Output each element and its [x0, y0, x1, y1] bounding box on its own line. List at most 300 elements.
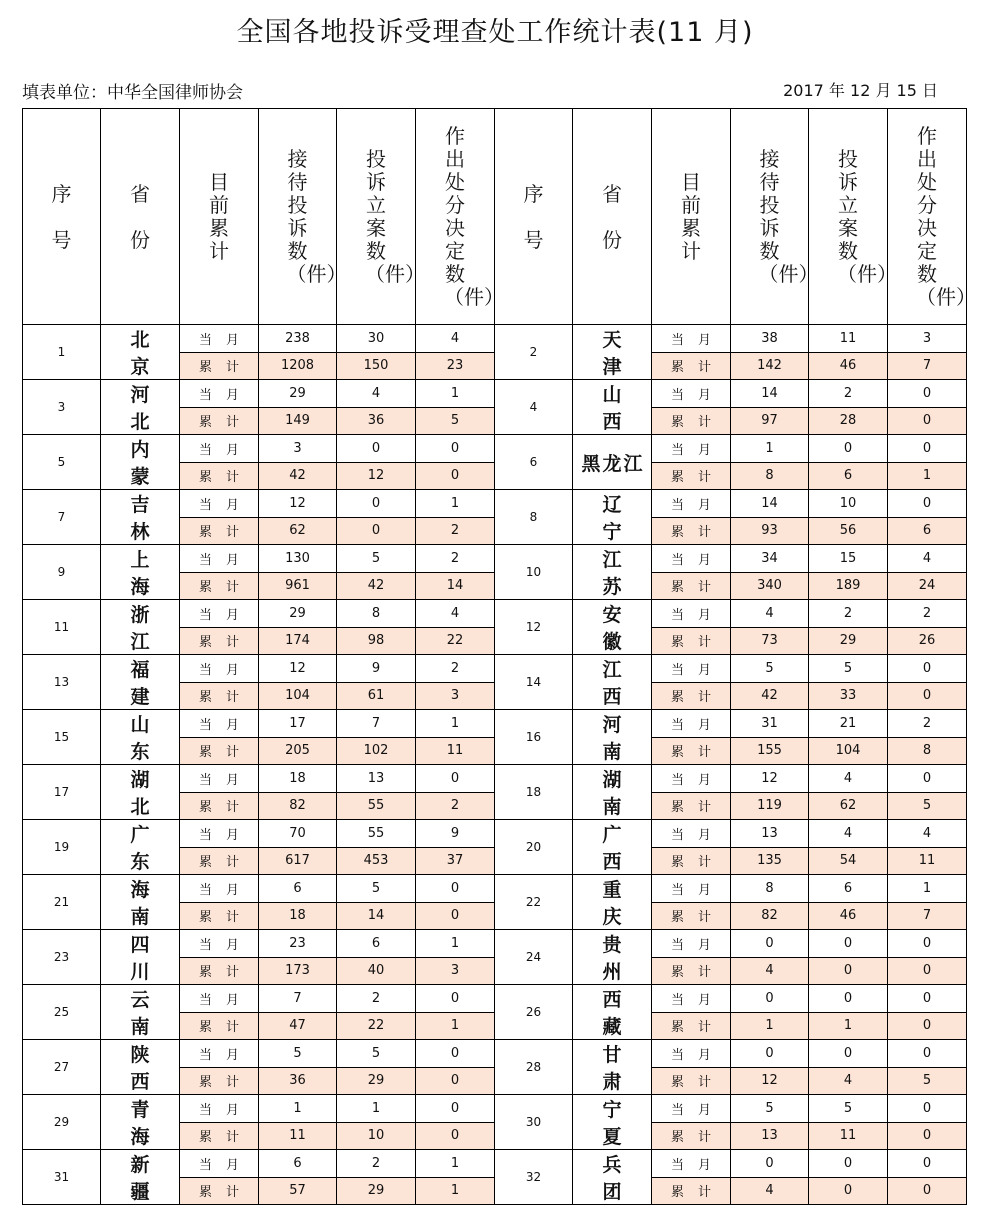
received-count: 3	[259, 435, 337, 463]
row-number: 14	[495, 655, 573, 710]
table-row	[23, 435, 967, 463]
row-number: 20	[495, 820, 573, 875]
decided-count: 0	[888, 1040, 967, 1068]
month-label: 当月	[180, 435, 259, 463]
decided-count: 2	[888, 600, 967, 628]
row-number: 30	[495, 1095, 573, 1150]
received-count: 5	[731, 655, 809, 683]
received-count: 42	[259, 462, 337, 490]
received-count: 12	[259, 655, 337, 683]
table-row	[23, 490, 967, 518]
row-number: 27	[23, 1040, 101, 1095]
received-count: 18	[259, 902, 337, 930]
decided-count: 0	[888, 380, 967, 408]
filed-count: 36	[337, 407, 416, 435]
filed-count: 13	[337, 765, 416, 793]
total-label: 累计	[180, 407, 259, 435]
filed-count: 0	[809, 985, 888, 1013]
total-label: 累计	[180, 627, 259, 655]
table-row	[23, 1040, 967, 1068]
decided-count: 0	[888, 1150, 967, 1178]
province-name: 江苏	[573, 545, 652, 600]
decided-count: 7	[888, 352, 967, 380]
table-row	[23, 930, 967, 958]
decided-count: 0	[416, 435, 495, 463]
total-label: 累计	[180, 1012, 259, 1040]
decided-count: 8	[888, 737, 967, 765]
received-count: 29	[259, 600, 337, 628]
decided-count: 11	[416, 737, 495, 765]
header-seq: 序号	[495, 109, 573, 325]
decided-count: 2	[416, 517, 495, 545]
decided-count: 4	[888, 820, 967, 848]
header-province: 省份	[573, 109, 652, 325]
filed-count: 5	[809, 1095, 888, 1123]
month-label: 当月	[652, 930, 731, 958]
received-count: 0	[731, 1040, 809, 1068]
decided-count: 5	[888, 1067, 967, 1095]
filler-unit: 填表单位：中华全国律师协会	[22, 83, 243, 103]
received-count: 173	[259, 957, 337, 985]
decided-count: 0	[416, 462, 495, 490]
decided-count: 1	[416, 1012, 495, 1040]
month-label: 当月	[652, 325, 731, 353]
total-label: 累计	[652, 407, 731, 435]
decided-count: 2	[888, 710, 967, 738]
filed-count: 12	[337, 462, 416, 490]
filed-count: 9	[337, 655, 416, 683]
received-count: 23	[259, 930, 337, 958]
province-name: 新疆	[101, 1150, 180, 1205]
filed-count: 0	[337, 490, 416, 518]
filed-count: 10	[809, 490, 888, 518]
decided-count: 22	[416, 627, 495, 655]
received-count: 14	[731, 490, 809, 518]
filed-count: 29	[337, 1067, 416, 1095]
row-number: 13	[23, 655, 101, 710]
table-row	[23, 380, 967, 408]
received-count: 0	[731, 1150, 809, 1178]
decided-count: 2	[416, 655, 495, 683]
filed-count: 56	[809, 517, 888, 545]
received-count: 4	[731, 1177, 809, 1205]
row-number: 11	[23, 600, 101, 655]
total-label: 累计	[652, 1012, 731, 1040]
received-count: 135	[731, 847, 809, 875]
province-name: 贵州	[573, 930, 652, 985]
table-row	[23, 820, 967, 848]
total-label: 累计	[180, 792, 259, 820]
filed-count: 14	[337, 902, 416, 930]
filed-count: 8	[337, 600, 416, 628]
filed-count: 54	[809, 847, 888, 875]
decided-count: 0	[888, 985, 967, 1013]
province-name: 江西	[573, 655, 652, 710]
decided-count: 1	[888, 462, 967, 490]
received-count: 73	[731, 627, 809, 655]
decided-count: 0	[888, 957, 967, 985]
filed-count: 2	[337, 985, 416, 1013]
filed-count: 30	[337, 325, 416, 353]
month-label: 当月	[652, 875, 731, 903]
month-label: 当月	[652, 1040, 731, 1068]
filed-count: 2	[337, 1150, 416, 1178]
table-row	[23, 710, 967, 738]
filed-count: 98	[337, 627, 416, 655]
received-count: 13	[731, 1122, 809, 1150]
received-count: 130	[259, 545, 337, 573]
total-label: 累计	[180, 1067, 259, 1095]
received-count: 36	[259, 1067, 337, 1095]
received-count: 0	[731, 930, 809, 958]
filed-count: 0	[809, 1040, 888, 1068]
total-label: 累计	[652, 462, 731, 490]
total-label: 累计	[652, 957, 731, 985]
received-count: 47	[259, 1012, 337, 1040]
received-count: 82	[259, 792, 337, 820]
month-label: 当月	[180, 600, 259, 628]
total-label: 累计	[652, 352, 731, 380]
received-count: 8	[731, 875, 809, 903]
month-label: 当月	[180, 545, 259, 573]
table-row	[23, 600, 967, 628]
received-count: 31	[731, 710, 809, 738]
decided-count: 37	[416, 847, 495, 875]
province-name: 重庆	[573, 875, 652, 930]
received-count: 0	[731, 985, 809, 1013]
received-count: 13	[731, 820, 809, 848]
received-count: 14	[731, 380, 809, 408]
total-label: 累计	[180, 572, 259, 600]
filed-count: 4	[337, 380, 416, 408]
received-count: 5	[259, 1040, 337, 1068]
filed-count: 28	[809, 407, 888, 435]
received-count: 62	[259, 517, 337, 545]
month-label: 当月	[652, 600, 731, 628]
total-label: 累计	[652, 627, 731, 655]
decided-count: 5	[416, 407, 495, 435]
row-number: 17	[23, 765, 101, 820]
table-row	[23, 765, 967, 793]
row-number: 4	[495, 380, 573, 435]
filed-count: 4	[809, 820, 888, 848]
filed-count: 0	[809, 435, 888, 463]
received-count: 1	[731, 1012, 809, 1040]
header-province: 省份	[101, 109, 180, 325]
row-number: 32	[495, 1150, 573, 1205]
province-name: 西藏	[573, 985, 652, 1040]
header-period: 目前累计	[652, 109, 731, 325]
province-name: 云南	[101, 985, 180, 1040]
table-row	[23, 655, 967, 683]
header-received: 接待投诉数（件）	[731, 109, 809, 325]
decided-count: 24	[888, 572, 967, 600]
received-count: 93	[731, 517, 809, 545]
month-label: 当月	[652, 655, 731, 683]
total-label: 累计	[180, 847, 259, 875]
filed-count: 5	[337, 1040, 416, 1068]
province-name: 福建	[101, 655, 180, 710]
received-count: 1	[731, 435, 809, 463]
decided-count: 2	[416, 792, 495, 820]
total-label: 累计	[180, 517, 259, 545]
received-count: 205	[259, 737, 337, 765]
filed-count: 5	[337, 545, 416, 573]
filed-count: 61	[337, 682, 416, 710]
total-label: 累计	[652, 517, 731, 545]
total-label: 累计	[180, 1177, 259, 1205]
row-number: 8	[495, 490, 573, 545]
received-count: 174	[259, 627, 337, 655]
province-name: 河南	[573, 710, 652, 765]
filed-count: 0	[809, 930, 888, 958]
filed-count: 7	[337, 710, 416, 738]
row-number: 6	[495, 435, 573, 490]
received-count: 238	[259, 325, 337, 353]
filed-count: 29	[337, 1177, 416, 1205]
total-label: 累计	[652, 902, 731, 930]
month-label: 当月	[652, 820, 731, 848]
month-label: 当月	[180, 1150, 259, 1178]
decided-count: 6	[888, 517, 967, 545]
row-number: 15	[23, 710, 101, 765]
page-title: 全国各地投诉受理查处工作统计表(11 月)	[236, 17, 754, 48]
total-label: 累计	[652, 737, 731, 765]
decided-count: 0	[888, 1012, 967, 1040]
decided-count: 0	[416, 1067, 495, 1095]
province-name: 甘肃	[573, 1040, 652, 1095]
received-count: 12	[731, 765, 809, 793]
decided-count: 4	[416, 600, 495, 628]
received-count: 29	[259, 380, 337, 408]
total-label: 累计	[180, 1122, 259, 1150]
received-count: 8	[731, 462, 809, 490]
month-label: 当月	[652, 765, 731, 793]
filed-count: 1	[809, 1012, 888, 1040]
row-number: 24	[495, 930, 573, 985]
received-count: 97	[731, 407, 809, 435]
decided-count: 23	[416, 352, 495, 380]
row-number: 3	[23, 380, 101, 435]
total-label: 累计	[180, 957, 259, 985]
total-label: 累计	[652, 1122, 731, 1150]
received-count: 12	[731, 1067, 809, 1095]
month-label: 当月	[180, 710, 259, 738]
total-label: 累计	[652, 1067, 731, 1095]
month-label: 当月	[180, 875, 259, 903]
received-count: 5	[731, 1095, 809, 1123]
received-count: 42	[731, 682, 809, 710]
row-number: 9	[23, 545, 101, 600]
total-label: 累计	[180, 352, 259, 380]
received-count: 6	[259, 875, 337, 903]
row-number: 23	[23, 930, 101, 985]
filed-count: 55	[337, 792, 416, 820]
row-number: 21	[23, 875, 101, 930]
filed-count: 15	[809, 545, 888, 573]
decided-count: 0	[416, 765, 495, 793]
received-count: 18	[259, 765, 337, 793]
row-number: 10	[495, 545, 573, 600]
header-filed: 投诉立案数（件）	[809, 109, 888, 325]
received-count: 11	[259, 1122, 337, 1150]
table-row	[23, 1095, 967, 1123]
province-name: 兵团	[573, 1150, 652, 1205]
month-label: 当月	[652, 545, 731, 573]
header-filed: 投诉立案数（件）	[337, 109, 416, 325]
decided-count: 0	[888, 1122, 967, 1150]
received-count: 617	[259, 847, 337, 875]
month-label: 当月	[180, 765, 259, 793]
received-count: 149	[259, 407, 337, 435]
row-number: 7	[23, 490, 101, 545]
decided-count: 1	[416, 1150, 495, 1178]
table-row	[23, 325, 967, 353]
received-count: 4	[731, 957, 809, 985]
decided-count: 1	[416, 710, 495, 738]
province-name: 宁夏	[573, 1095, 652, 1150]
received-count: 119	[731, 792, 809, 820]
received-count: 6	[259, 1150, 337, 1178]
filed-count: 104	[809, 737, 888, 765]
row-number: 29	[23, 1095, 101, 1150]
decided-count: 0	[416, 985, 495, 1013]
decided-count: 3	[416, 957, 495, 985]
header-period: 目前累计	[180, 109, 259, 325]
received-count: 70	[259, 820, 337, 848]
filed-count: 6	[809, 462, 888, 490]
province-name: 上海	[101, 545, 180, 600]
month-label: 当月	[180, 1095, 259, 1123]
filed-count: 40	[337, 957, 416, 985]
filed-count: 189	[809, 572, 888, 600]
decided-count: 0	[888, 490, 967, 518]
month-label: 当月	[180, 1040, 259, 1068]
decided-count: 5	[888, 792, 967, 820]
month-label: 当月	[652, 985, 731, 1013]
filed-count: 0	[337, 517, 416, 545]
filed-count: 2	[809, 380, 888, 408]
month-label: 当月	[652, 1095, 731, 1123]
row-number: 26	[495, 985, 573, 1040]
table-row	[23, 545, 967, 573]
province-name: 山西	[573, 380, 652, 435]
month-label: 当月	[180, 820, 259, 848]
filed-count: 29	[809, 627, 888, 655]
received-count: 961	[259, 572, 337, 600]
table-row	[23, 985, 967, 1013]
filed-count: 0	[809, 1150, 888, 1178]
decided-count: 4	[888, 545, 967, 573]
decided-count: 7	[888, 902, 967, 930]
statistics-table	[22, 108, 976, 1205]
row-number: 18	[495, 765, 573, 820]
header-received: 接待投诉数（件）	[259, 109, 337, 325]
received-count: 142	[731, 352, 809, 380]
province-name: 海南	[101, 875, 180, 930]
filed-count: 42	[337, 572, 416, 600]
filed-count: 6	[337, 930, 416, 958]
total-label: 累计	[180, 462, 259, 490]
filed-count: 2	[809, 600, 888, 628]
decided-count: 1	[416, 930, 495, 958]
header-seq: 序号	[23, 109, 101, 325]
province-name: 北京	[101, 325, 180, 380]
decided-count: 0	[888, 655, 967, 683]
received-count: 155	[731, 737, 809, 765]
row-number: 1	[23, 325, 101, 380]
filed-count: 11	[809, 1122, 888, 1150]
filed-count: 55	[337, 820, 416, 848]
filed-count: 5	[809, 655, 888, 683]
received-count: 38	[731, 325, 809, 353]
filed-count: 4	[809, 1067, 888, 1095]
filed-count: 453	[337, 847, 416, 875]
month-label: 当月	[652, 435, 731, 463]
row-number: 22	[495, 875, 573, 930]
report-date: 2017 年 12 月 15 日	[783, 81, 938, 100]
province-name: 辽宁	[573, 490, 652, 545]
month-label: 当月	[652, 380, 731, 408]
total-label: 累计	[652, 682, 731, 710]
province-name: 四川	[101, 930, 180, 985]
filed-count: 0	[809, 957, 888, 985]
row-number: 16	[495, 710, 573, 765]
received-count: 7	[259, 985, 337, 1013]
decided-count: 0	[888, 765, 967, 793]
province-name: 山东	[101, 710, 180, 765]
decided-count: 3	[416, 682, 495, 710]
filed-count: 102	[337, 737, 416, 765]
row-number: 19	[23, 820, 101, 875]
decided-count: 14	[416, 572, 495, 600]
header-decided: 作出处分决定数（件）	[888, 109, 967, 325]
month-label: 当月	[180, 985, 259, 1013]
province-name: 安徽	[573, 600, 652, 655]
decided-count: 11	[888, 847, 967, 875]
province-name: 湖北	[101, 765, 180, 820]
received-count: 57	[259, 1177, 337, 1205]
decided-count: 1	[416, 1177, 495, 1205]
total-label: 累计	[180, 902, 259, 930]
filed-count: 4	[809, 765, 888, 793]
month-label: 当月	[652, 490, 731, 518]
decided-count: 1	[416, 490, 495, 518]
decided-count: 9	[416, 820, 495, 848]
province-name: 广西	[573, 820, 652, 875]
province-name: 浙江	[101, 600, 180, 655]
header-row	[23, 109, 967, 325]
decided-count: 26	[888, 627, 967, 655]
filed-count: 0	[809, 1177, 888, 1205]
province-name: 天津	[573, 325, 652, 380]
decided-count: 0	[416, 1040, 495, 1068]
month-label: 当月	[652, 710, 731, 738]
received-count: 104	[259, 682, 337, 710]
received-count: 1208	[259, 352, 337, 380]
month-label: 当月	[180, 655, 259, 683]
decided-count: 0	[888, 682, 967, 710]
row-number: 31	[23, 1150, 101, 1205]
received-count: 34	[731, 545, 809, 573]
province-name: 青海	[101, 1095, 180, 1150]
province-name: 河北	[101, 380, 180, 435]
decided-count: 4	[416, 325, 495, 353]
decided-count: 0	[888, 1095, 967, 1123]
decided-count: 3	[888, 325, 967, 353]
header-decided: 作出处分决定数（件）	[416, 109, 495, 325]
total-label: 累计	[180, 737, 259, 765]
